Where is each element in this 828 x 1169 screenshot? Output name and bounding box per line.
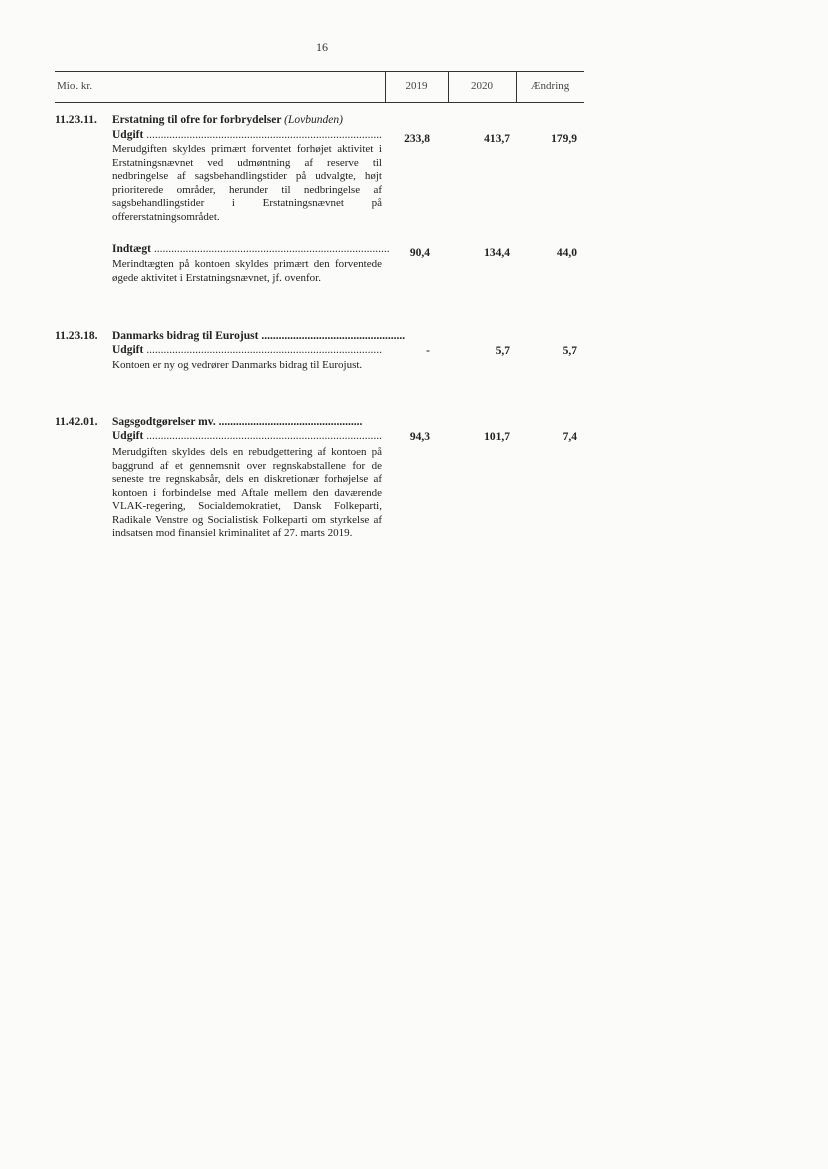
value-change: 44,0 bbox=[556, 247, 577, 259]
account-code: 11.42.01. bbox=[55, 416, 98, 428]
value-2020: 134,4 bbox=[484, 247, 510, 259]
value-2019: 94,3 bbox=[409, 431, 430, 443]
account-section bbox=[55, 416, 585, 581]
page-number: 16 bbox=[316, 40, 328, 54]
line-label-text: Udgift bbox=[112, 344, 144, 356]
account-title-note: (Lovbunden) bbox=[284, 114, 343, 126]
value-2019: 233,8 bbox=[404, 133, 430, 145]
value-2019: 90,4 bbox=[409, 247, 430, 259]
value-2019: - bbox=[426, 345, 430, 357]
line-description: Merudgiften skyldes primært forventet forhøjet aktivitet i Erstatningsnævnet ved udmøntning af reserve til nedbringelse af sagsbehandlingstider på udvalgte, højt prioriterede områder, herunder til nedbringelse af sagsbehandlingstider i Erstatningsnævnet på offererstatningsområdet. bbox=[112, 143, 382, 223]
value-2020: 413,7 bbox=[484, 133, 510, 145]
account-section bbox=[55, 330, 585, 400]
account-title-text: Sagsgodtgørelser mv. bbox=[112, 416, 216, 428]
account-title-text: Danmarks bidrag til Eurojust bbox=[112, 330, 259, 342]
account-title-text: Erstatning til ofre for forbrydelser bbox=[112, 114, 282, 126]
value-2020: 101,7 bbox=[484, 431, 510, 443]
column-header-2019: 2019 bbox=[405, 80, 428, 92]
account-title: Danmarks bidrag til Eurojust .................................................. bbox=[112, 330, 406, 342]
value-change: 179,9 bbox=[551, 133, 577, 145]
account-title: Sagsgodtgørelser mv. .................................................. bbox=[112, 416, 363, 428]
line-label: Indtægt .................................................................................. bbox=[112, 243, 390, 255]
line-label-text: Udgift bbox=[112, 430, 144, 442]
line-label: Udgift .................................................................................. bbox=[112, 129, 382, 141]
account-section bbox=[55, 114, 585, 329]
line-label: Udgift .................................................................................. bbox=[112, 344, 382, 356]
line-label: Udgift .................................................................................. bbox=[112, 430, 382, 442]
unit-label: Mio. kr. bbox=[57, 80, 93, 92]
line-description: Kontoen er ny og vedrører Danmarks bidrag til Eurojust. bbox=[112, 359, 363, 371]
line-description: Merudgiften skyldes dels en rebudgettering af kontoen på baggrund af et gennemsnit over regnskabstallene for de seneste tre regnskabsår, dels en diskretionær forhøjelse af kontoen i forbindelse med Aftale mellem den daværende VLAK-regering, Socialdemokratiet, Dansk Folkeparti, Radikale Venstre og Socialistisk Folkeparti om styrkelse af indsatsen mod finansiel kriminalitet af 27. marts 2019. bbox=[112, 446, 382, 539]
account-code: 11.23.11. bbox=[55, 114, 97, 126]
line-description: Merindtægten på kontoen skyldes primært den forventede øgede aktivitet i Erstatningsnævnet, jf. ovenfor. bbox=[112, 258, 382, 284]
column-header-change: Ændring bbox=[530, 80, 570, 92]
column-header-2020: 2020 bbox=[471, 80, 493, 92]
value-change: 7,4 bbox=[562, 431, 577, 443]
line-label-text: Udgift bbox=[112, 129, 144, 141]
account-code: 11.23.18. bbox=[55, 330, 98, 342]
value-change: 5,7 bbox=[562, 345, 577, 357]
line-label-text: Indtægt bbox=[112, 243, 151, 255]
table-header bbox=[55, 71, 584, 103]
account-title bbox=[112, 114, 382, 126]
value-2020: 5,7 bbox=[495, 345, 510, 357]
